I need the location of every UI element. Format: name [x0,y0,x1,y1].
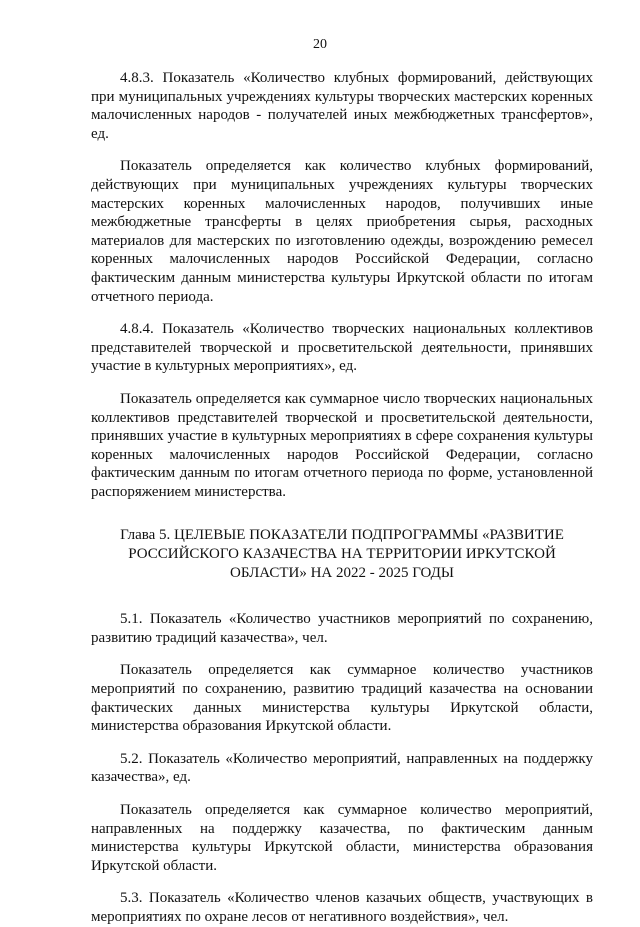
section-5-2-title: 5.2. Показатель «Количество мероприятий, направленных на поддержку казачества», ед. [91,750,593,786]
section-5-1-body: Показатель определяется как суммарное количество участников мероприятий по сохранению, развитию традиций казачества на основании фактических данных министерства культуры Иркутской области, министерства образования Иркутской области. [91,662,593,735]
section-5-1-title: 5.1. Показатель «Количество участников мероприятий по сохранению, развитию традиций казачества», чел. [91,611,593,646]
document-body [91,69,593,927]
section-4-8-4-title: 4.8.4. Показатель «Количество творческих национальных коллективов представителей творческой и просветительской деятельности, принявших участие в культурных мероприятиях», ед. [91,321,593,375]
section-4-8-3-title: 4.8.3. Показатель «Количество клубных формирований, действующих при муниципальных учреждениях культуры творческих мастерских коренных малочисленных народов - получателей иных межбюджетных трансфертов», ед. [91,70,593,142]
section-4-8-4-body: Показатель определяется как суммарное число творческих национальных коллективов представителей творческой и просветительской деятельности, принявших участие в культурных мероприятиях в сфере сохранения культуры коренных малочисленных народов Российской Федерации, согласно фактическим данным по итогам отчетного периода по форме, установленной распоряжением министерства. [91,390,593,500]
page-number: 20 [313,37,327,52]
section-4-8-3-body: Показатель определяется как количество клубных формирований, действующих при муниципальных учреждениях культуры творческих мастерских коренных малочисленных народов, получивших иные межбюджетные трансферты в целях приобретения сырья, расходных материалов для мастерских по изготовлению одежды, возрождению ремесел коренных малочисленных народов Российской Федерации, согласно фактическим данным министерства культуры Иркутской области по итогам отчетного периода. [91,158,593,305]
section-5-2-body: Показатель определяется как суммарное количество мероприятий, направленных на поддержку казачества, по фактическим данным министерства культуры Иркутской области, министерства образования Иркутской области. [91,802,593,874]
chapter-5-heading: Глава 5. ЦЕЛЕВЫЕ ПОКАЗАТЕЛИ ПОДПРОГРАММЫ «РАЗВИТИЕ РОССИЙСКОГО КАЗАЧЕСТВА НА ТЕРРИТОРИИ ИРКУТСКОЙ ОБЛАСТИ» НА 2022 - 2025 ГОДЫ [120,527,564,581]
section-5-3-title: 5.3. Показатель «Количество членов казачьих обществ, участвующих в мероприятиях по охране лесов от негативного воздействия», чел. [91,890,593,925]
